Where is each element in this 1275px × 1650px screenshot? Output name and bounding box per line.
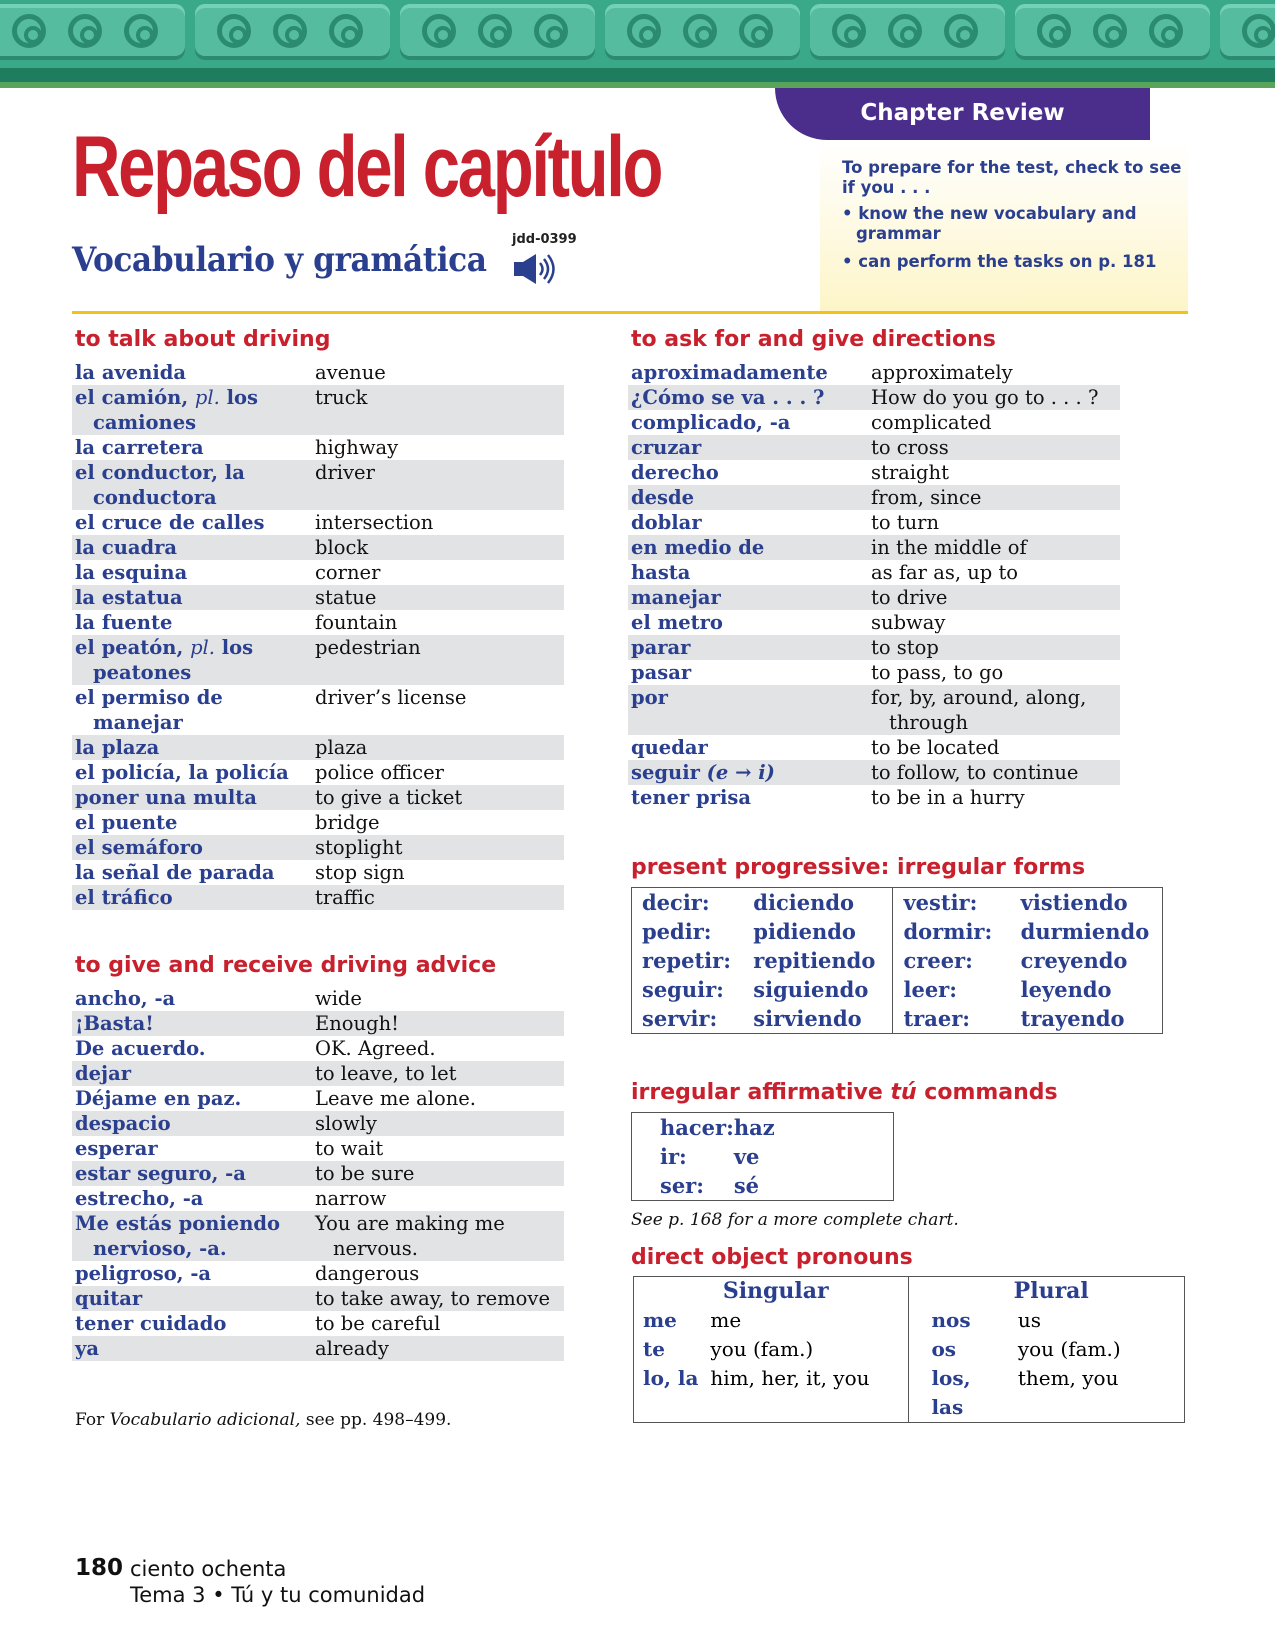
- pronoun: los, las: [909, 1364, 1009, 1423]
- spanish-term: la estatua: [72, 585, 312, 610]
- spanish-term: la cuadra: [72, 535, 312, 560]
- spanish-term: la esquina: [75, 561, 188, 584]
- english-meaning: statue: [312, 585, 564, 610]
- gerund: trayendo: [1020, 1006, 1125, 1031]
- spanish-term: la señal de parada: [75, 861, 275, 884]
- english-meaning: Leave me alone.: [315, 1087, 476, 1110]
- vocab-row: [72, 1086, 564, 1111]
- english-meaning: corner: [315, 561, 381, 584]
- pronoun-row: [634, 1364, 1185, 1423]
- vocab-row: [628, 385, 1120, 410]
- spanish-term: seguir (e → i): [628, 760, 868, 785]
- vocab-row: [628, 785, 1120, 810]
- spanish-term: la fuente: [75, 611, 173, 634]
- spanish-term: ¡Basta!: [72, 1011, 312, 1036]
- vocab-row: [72, 510, 564, 535]
- infinitive: pedir:: [642, 919, 712, 944]
- vocab-row: [72, 585, 564, 610]
- progressive-row: [632, 946, 1163, 975]
- command-form: sé: [733, 1173, 760, 1198]
- vocab-row: [628, 635, 1120, 660]
- prep-checklist: [842, 158, 1187, 280]
- vocab-row: [628, 735, 1120, 760]
- english-meaning: in the middle of: [868, 535, 1120, 560]
- spanish-term: estar seguro, -a: [72, 1161, 312, 1186]
- english-meaning: Enough!: [312, 1011, 564, 1036]
- english-meaning: already: [312, 1336, 564, 1361]
- infinitive: vestir:: [893, 888, 1011, 918]
- progressive-row: [632, 917, 1163, 946]
- pronoun: lo, la: [643, 1366, 699, 1390]
- advice-vocab-table: [72, 986, 564, 1361]
- gerund: siguiendo: [753, 977, 869, 1002]
- directions-heading: to ask for and give directions: [631, 327, 996, 352]
- commands-heading: irregular affirmative tú commands: [631, 1080, 1058, 1105]
- spanish-term: el conductor, la conductora: [72, 460, 312, 510]
- pronoun: te: [643, 1337, 665, 1361]
- infinitive: seguir:: [642, 977, 724, 1002]
- vocab-row: [72, 1311, 564, 1336]
- vocab-row: [72, 785, 564, 810]
- gerund: pidiendo: [753, 919, 856, 944]
- spanish-term: el policía, la policía: [75, 761, 289, 784]
- spanish-term: hasta: [631, 561, 691, 584]
- english-meaning: driver’s license: [315, 686, 467, 709]
- progressive-heading: present progressive: irregular forms: [631, 855, 1086, 880]
- spanish-term: desde: [628, 485, 868, 510]
- english-meaning: to be careful: [315, 1312, 441, 1335]
- spanish-term: en medio de: [628, 535, 868, 560]
- english-meaning: to cross: [868, 435, 1120, 460]
- speaker-icon[interactable]: [514, 253, 560, 285]
- english-meaning: avenue: [315, 361, 386, 384]
- spanish-term: cruzar: [628, 435, 868, 460]
- english-meaning: to wait: [315, 1137, 384, 1160]
- spanish-term: manejar: [628, 585, 868, 610]
- vocab-row: [72, 986, 564, 1011]
- spanish-term: quitar: [72, 1286, 312, 1311]
- vocab-row: [72, 685, 564, 735]
- command-form: ve: [733, 1144, 760, 1169]
- prep-intro: To prepare for the test, check to see if you . . .: [842, 158, 1182, 197]
- english-meaning: approximately: [871, 361, 1013, 384]
- vocab-row: [72, 360, 564, 385]
- pronouns-heading: direct object pronouns: [631, 1245, 913, 1270]
- vocab-row: [72, 385, 564, 435]
- spanish-term: el tráfico: [72, 885, 312, 910]
- spanish-term: ¿Cómo se va . . . ?: [628, 385, 868, 410]
- spanish-term: el permiso de manejar: [75, 686, 223, 734]
- pronoun-row: [634, 1335, 1185, 1364]
- english-meaning: fountain: [315, 611, 398, 634]
- infinitive: traer:: [893, 1004, 1011, 1034]
- vocab-row: [72, 1261, 564, 1286]
- pronoun-meaning: me: [710, 1308, 742, 1332]
- vocab-row: [628, 410, 1120, 435]
- spanish-term: esperar: [75, 1137, 158, 1160]
- prep-item: • can perform the tasks on p. 181: [842, 252, 1157, 271]
- audio-code: jdd-0399: [512, 232, 577, 247]
- english-meaning: to be located: [871, 736, 1000, 759]
- english-meaning: How do you go to . . . ?: [868, 385, 1120, 410]
- spanish-term: ya: [72, 1336, 312, 1361]
- vocab-row: [72, 460, 564, 510]
- pronoun-meaning: us: [1017, 1308, 1041, 1332]
- spanish-term: el peatón, pl. los peatones: [72, 635, 312, 685]
- driving-vocab-table: [72, 360, 564, 910]
- vocab-row: [628, 660, 1120, 685]
- command-row: [632, 1142, 894, 1171]
- spanish-term: por: [628, 685, 868, 735]
- spanish-term: parar: [628, 635, 868, 660]
- english-meaning: stoplight: [312, 835, 564, 860]
- english-meaning: to give a ticket: [312, 785, 564, 810]
- english-meaning: subway: [871, 611, 946, 634]
- theme-label: Tema 3 • Tú y tu comunidad: [130, 1583, 426, 1607]
- english-meaning: to be sure: [312, 1161, 564, 1186]
- gerund: creyendo: [1020, 948, 1128, 973]
- infinitive: ser:: [660, 1173, 704, 1198]
- infinitive: leer:: [893, 975, 1011, 1004]
- spanish-term: tener prisa: [631, 786, 751, 809]
- spanish-term: peligroso, -a: [75, 1262, 212, 1285]
- spanish-term: el puente: [75, 811, 178, 834]
- english-meaning: to be in a hurry: [871, 786, 1025, 809]
- vocab-row: [72, 1136, 564, 1161]
- spanish-term: Me estás poniendo nervioso, -a.: [72, 1211, 312, 1261]
- infinitive: hacer:: [660, 1115, 734, 1140]
- vocab-row: [628, 485, 1120, 510]
- vocab-row: [628, 610, 1120, 635]
- command-row: [632, 1113, 894, 1143]
- vocab-row: [72, 1336, 564, 1361]
- commands-table: [631, 1112, 894, 1201]
- command-row: [632, 1171, 894, 1201]
- english-meaning: to take away, to remove: [312, 1286, 564, 1311]
- gerund: vistiendo: [1020, 890, 1128, 915]
- pronoun: nos: [909, 1306, 1009, 1335]
- header-rule: [72, 311, 1188, 314]
- gerund: sirviendo: [753, 1006, 862, 1031]
- progressive-table: [631, 887, 1163, 1034]
- gerund: diciendo: [753, 890, 855, 915]
- chapter-review-label: Chapter Review: [860, 100, 1065, 126]
- additional-vocab-note: For Vocabulario adicional, see pp. 498–499.: [75, 1410, 452, 1430]
- spanish-term: poner una multa: [72, 785, 312, 810]
- vocab-row: [72, 1111, 564, 1136]
- vocab-row: [72, 860, 564, 885]
- english-meaning: You are making me nervous.: [312, 1211, 564, 1261]
- vocab-row: [72, 1286, 564, 1311]
- spanish-term: el cruce de calles: [75, 511, 265, 534]
- english-meaning: for, by, around, along, through: [868, 685, 1120, 735]
- vocab-row: [72, 735, 564, 760]
- english-meaning: to pass, to go: [871, 661, 1004, 684]
- english-meaning: to turn: [871, 511, 940, 534]
- english-meaning: pedestrian: [312, 635, 564, 685]
- pronoun-meaning: you (fam.): [710, 1337, 814, 1361]
- vocab-row: [72, 1036, 564, 1061]
- spanish-term: el camión, pl. los camiones: [72, 385, 312, 435]
- spanish-term: quedar: [631, 736, 708, 759]
- directions-vocab-table: [628, 360, 1120, 810]
- vocab-row: [72, 810, 564, 835]
- english-meaning: to stop: [868, 635, 1120, 660]
- infinitive: servir:: [642, 1006, 718, 1031]
- vocab-row: [628, 560, 1120, 585]
- vocab-row: [628, 535, 1120, 560]
- spanish-term: el semáforo: [72, 835, 312, 860]
- vocab-row: [72, 1211, 564, 1261]
- english-meaning: intersection: [315, 511, 434, 534]
- vocab-row: [72, 535, 564, 560]
- gerund: leyendo: [1020, 977, 1112, 1002]
- english-meaning: driver: [312, 460, 564, 510]
- spanish-term: aproximadamente: [631, 361, 828, 384]
- english-meaning: dangerous: [315, 1262, 420, 1285]
- vocab-row: [72, 1161, 564, 1186]
- english-meaning: police officer: [315, 761, 444, 784]
- english-meaning: from, since: [868, 485, 1120, 510]
- page-title: Repaso del capítulo: [72, 119, 662, 215]
- vocab-row: [72, 1011, 564, 1036]
- plural-header: Plural: [909, 1277, 1185, 1307]
- spanish-term: ancho, -a: [75, 987, 176, 1010]
- vocab-row: [72, 560, 564, 585]
- vocab-row: [628, 460, 1120, 485]
- spanish-term: complicado, -a: [631, 411, 791, 434]
- vocab-row: [628, 360, 1120, 385]
- spanish-term: estrecho, -a: [75, 1187, 204, 1210]
- progressive-row: [632, 1004, 1163, 1034]
- spanish-term: la avenida: [75, 361, 187, 384]
- prep-item: • know the new vocabulary and grammar: [842, 204, 1137, 243]
- pronouns-table: [633, 1276, 1185, 1423]
- driving-heading: to talk about driving: [75, 327, 331, 352]
- english-meaning: as far as, up to: [871, 561, 1019, 584]
- progressive-row: [632, 975, 1163, 1004]
- spanish-term: tener cuidado: [75, 1312, 227, 1335]
- english-meaning: OK. Agreed.: [315, 1037, 436, 1060]
- english-meaning: narrow: [315, 1187, 387, 1210]
- spanish-term: dejar: [72, 1061, 312, 1086]
- spanish-term: el metro: [631, 611, 723, 634]
- advice-heading: to give and receive driving advice: [75, 953, 497, 978]
- infinitive: dormir:: [893, 917, 1011, 946]
- english-meaning: traffic: [312, 885, 564, 910]
- pronoun: me: [643, 1308, 677, 1332]
- english-meaning: highway: [315, 436, 399, 459]
- vocab-row: [628, 585, 1120, 610]
- chapter-review-tab: [775, 88, 1150, 140]
- pronoun-meaning: him, her, it, you: [710, 1366, 870, 1390]
- pronoun-meaning: them, you: [1017, 1366, 1119, 1390]
- singular-header: Singular: [722, 1278, 829, 1304]
- english-meaning: wide: [315, 987, 362, 1010]
- vocab-row: [72, 435, 564, 460]
- english-meaning: to drive: [868, 585, 1120, 610]
- infinitive: ir:: [660, 1144, 687, 1169]
- spanish-term: la carretera: [75, 436, 204, 459]
- pronoun-meaning: you (fam.): [1017, 1337, 1121, 1361]
- vocab-row: [628, 760, 1120, 785]
- english-meaning: bridge: [315, 811, 380, 834]
- spanish-term: la plaza: [72, 735, 312, 760]
- vocab-row: [72, 635, 564, 685]
- english-meaning: to leave, to let: [312, 1061, 564, 1086]
- vocab-row: [72, 1186, 564, 1211]
- english-meaning: truck: [312, 385, 564, 435]
- spanish-term: Déjame en paz.: [75, 1087, 242, 1110]
- spanish-term: De acuerdo.: [75, 1037, 206, 1060]
- page-subtitle: Vocabulario y gramática: [72, 240, 487, 280]
- infinitive: creer:: [893, 946, 1011, 975]
- spanish-term: doblar: [631, 511, 702, 534]
- spanish-term: derecho: [631, 461, 719, 484]
- progressive-row: [632, 888, 1163, 918]
- spanish-term: despacio: [72, 1111, 312, 1136]
- page-number-words: ciento ochenta: [130, 1557, 287, 1581]
- english-meaning: stop sign: [315, 861, 405, 884]
- english-meaning: straight: [871, 461, 949, 484]
- vocab-row: [628, 435, 1120, 460]
- english-meaning: plaza: [312, 735, 564, 760]
- english-meaning: block: [312, 535, 564, 560]
- spanish-term: pasar: [631, 661, 692, 684]
- gerund: durmiendo: [1020, 919, 1150, 944]
- page-number: 180: [75, 1555, 124, 1581]
- gerund: repitiendo: [753, 948, 876, 973]
- vocab-row: [72, 835, 564, 860]
- vocab-row: [628, 685, 1120, 735]
- vocab-row: [72, 1061, 564, 1086]
- vocab-row: [72, 610, 564, 635]
- commands-note: See p. 168 for a more complete chart.: [631, 1210, 959, 1230]
- top-banner: [0, 0, 1275, 88]
- vocab-row: [72, 885, 564, 910]
- vocab-row: [72, 760, 564, 785]
- infinitive: decir:: [642, 890, 710, 915]
- command-form: haz: [733, 1115, 775, 1140]
- pronoun-row: [634, 1306, 1185, 1335]
- english-meaning: complicated: [871, 411, 992, 434]
- infinitive: repetir:: [642, 948, 731, 973]
- vocab-row: [628, 510, 1120, 535]
- pronoun: os: [909, 1335, 1009, 1364]
- english-meaning: slowly: [312, 1111, 564, 1136]
- english-meaning: to follow, to continue: [868, 760, 1120, 785]
